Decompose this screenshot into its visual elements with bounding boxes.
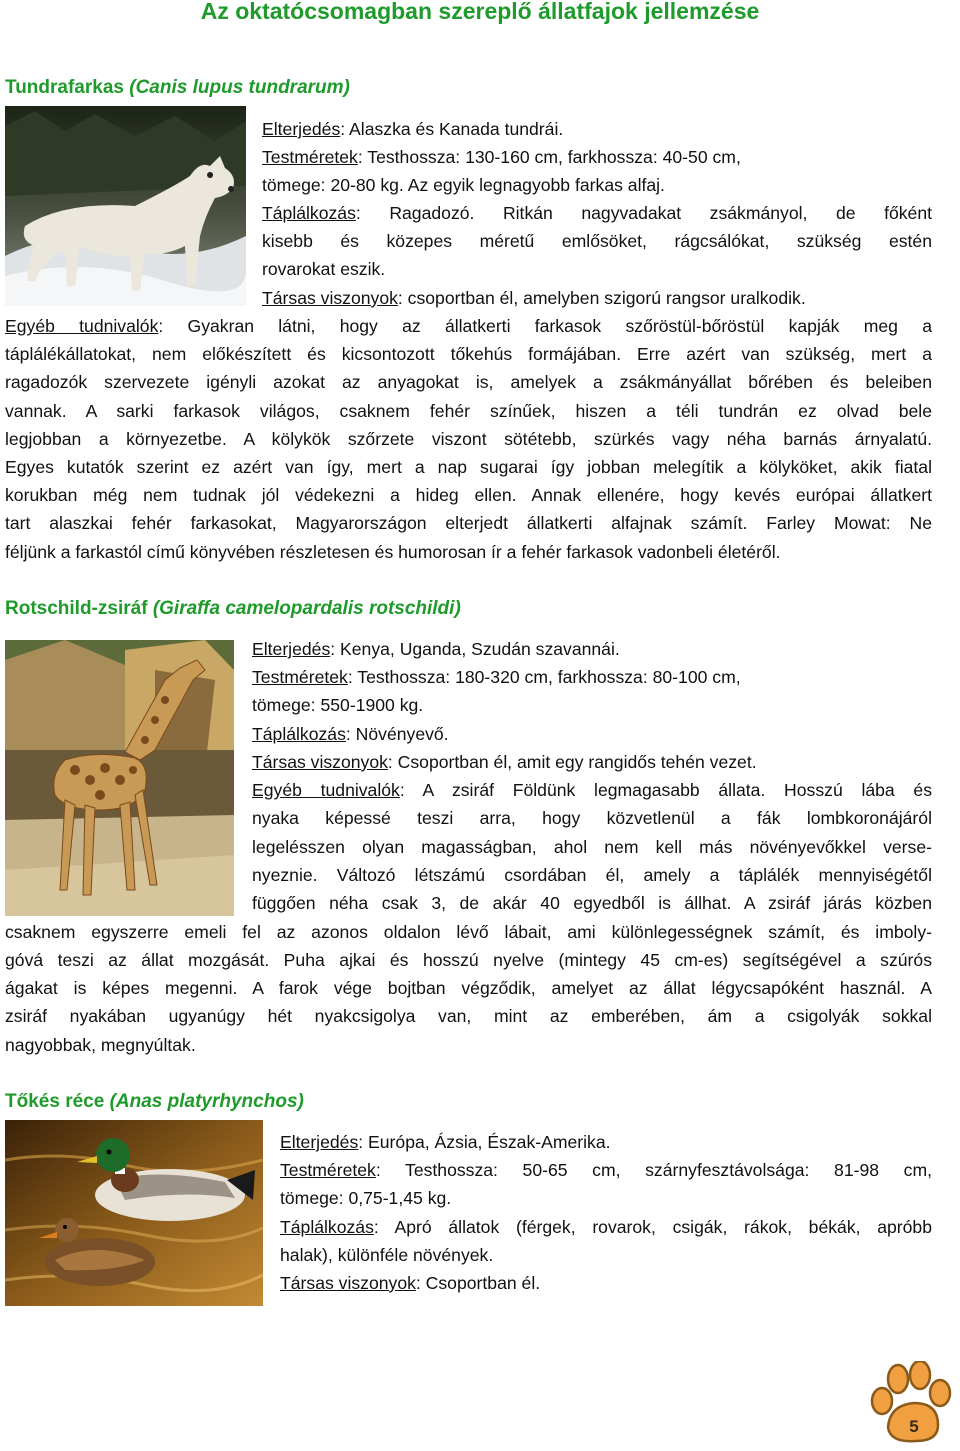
duck-diet (280, 1213, 932, 1241)
duck-social-text: : Csoportban él. (415, 1273, 541, 1293)
wolf-paragraph-line-3: ragadozók szervezete igényli azokat az anyagokat is, amelyek a zsákmányállat bőrében és beleiben (5, 372, 932, 392)
duck-size-text: : Testhossza: 50-65 cm, szárnyfesztávolsága: 81-98 cm, (375, 1160, 932, 1180)
giraffe-distribution-text: : Kenya, Uganda, Szudán szavannái. (330, 639, 620, 659)
duck-scientific-name: (Anas platyrhynchos) (109, 1091, 304, 1112)
giraffe-paragraph-line-10: nagyobbak, megnyúltak. (5, 1035, 196, 1055)
giraffe-photo (5, 640, 234, 916)
giraffe-paragraph-line-9: zsiráf nyakában ugyanúgy hét nyakcsigolya van, mint az emberében, ám a csigolyák sokkal (5, 1006, 932, 1026)
duck-diet-text: : Apró állatok (férgek, rovarok, csigák, rákok, békák, apróbb (373, 1217, 932, 1237)
wolf-common-name: Tundrafarkas (5, 77, 124, 98)
duck-section-heading (5, 1091, 304, 1113)
duck-diet-label: Táplálkozás (280, 1217, 374, 1237)
wolf-paragraph-line-8: tart alaszkai fehér farkasokat, Magyarországon elterjedt állatkerti alfajnak számít. Farley Mowat: Ne (5, 513, 932, 533)
giraffe-size-label: Testméretek (252, 667, 348, 687)
giraffe-diet (252, 720, 449, 748)
duck-common-name: Tőkés réce (5, 1091, 105, 1112)
giraffe-paragraph-line-5: függően néha csak 3, de akár 40 egyedből is állhat. A zsiráf járás közben (252, 893, 932, 913)
arctic-wolf-photo (5, 106, 246, 306)
wolf-size-text: : Testhossza: 130-160 cm, farkhossza: 40-50 cm, (357, 147, 741, 167)
wolf-paragraph-line-7: korukban még nem tudnak jól védekezni a hideg ellen. Annak ellenére, hogy kevés európai állatkert (5, 485, 932, 505)
giraffe-section-heading (5, 598, 461, 620)
giraffe-other-info (252, 776, 932, 804)
giraffe-other-info-text: : A zsiráf Földünk legmagasabb állata. Hosszú lába és (399, 780, 932, 800)
giraffe-other-info-label: Egyéb tudnivalók (252, 780, 400, 800)
wolf-section-heading (5, 77, 350, 99)
giraffe-weight: tömege: 550-1900 kg. (252, 695, 424, 715)
page-number: 5 (909, 1417, 919, 1436)
giraffe-social-label: Társas viszonyok (252, 752, 388, 772)
mallard-photo (5, 1120, 263, 1306)
wolf-paragraph-line-4: vannak. A sarki farkasok világos, csaknem fehér színűek, hiszen a téli tundrán ez olvad bele (5, 401, 932, 421)
giraffe-paragraph-line-7: góvá teszi az állat mozgását. Puha ajkai és hosszú nyelve (mintegy 45 cm-es) segítségével a szúrós (5, 950, 932, 970)
giraffe-size (252, 663, 741, 691)
wolf-paragraph-line-2: táplálékállatokat, nem előkészített és kicsontozott tőkehús formájában. Erre azért van szükség, mert a (5, 344, 932, 364)
giraffe-distribution (252, 635, 620, 663)
giraffe-common-name: Rotschild-zsiráf (5, 598, 148, 619)
wolf-diet (262, 199, 932, 227)
duck-distribution-label: Elterjedés (280, 1132, 359, 1152)
wolf-other-info-label: Egyéb tudnivalók (5, 316, 159, 336)
duck-size-label: Testméretek (280, 1160, 376, 1180)
wolf-distribution-text: : Alaszka és Kanada tundrái. (340, 119, 564, 139)
wolf-social-text: : csoportban él, amelyben szigorú rangsor uralkodik. (397, 288, 806, 308)
wolf-paragraph-line-9: féljünk a farkastól című könyvében részletesen és humorosan ír a fehér farkasok vadonbeli életéről. (5, 542, 781, 562)
wolf-diet-text: : Ragadozó. Ritkán nagyvadakat zsákmányol, de főként (355, 203, 932, 223)
giraffe-scientific-name: (Giraffa camelopardalis rotschildi) (152, 598, 461, 619)
giraffe-diet-text: : Növényevő. (345, 724, 449, 744)
duck-distribution-text: : Európa, Ázsia, Észak-Amerika. (358, 1132, 611, 1152)
giraffe-size-text: : Testhossza: 180-320 cm, farkhossza: 80-100 cm, (347, 667, 741, 687)
giraffe-paragraph-line-8: ágakat is képes megenni. A farok vége bojtban végződik, amelyet az állat légycsapóként használ. A (5, 978, 932, 998)
duck-social-label: Társas viszonyok (280, 1273, 416, 1293)
wolf-paragraph-line-5: legjobban a környezetbe. A kölykök szőrzete viszont sötétebb, szürkés vagy néha barnás árnyalatú. (5, 429, 932, 449)
wolf-size-label: Testméretek (262, 147, 358, 167)
giraffe-distribution-label: Elterjedés (252, 639, 331, 659)
wolf-diet-label: Táplálkozás (262, 203, 356, 223)
giraffe-paragraph-line-6: csaknem egyszerre emeli fel az azonos oldalon lévő lábait, ami különlegességnek számít, és imboly- (5, 922, 932, 942)
wolf-size (262, 143, 741, 171)
giraffe-diet-label: Táplálkozás (252, 724, 346, 744)
duck-diet-line-2: halak), különféle növények. (280, 1245, 494, 1265)
wolf-other-info-text: : Gyakran látni, hogy az állatkerti farkasok szőröstül-bőröstül kapják meg a (158, 316, 932, 336)
wolf-paragraph-line-6: Egyes kutatók szerint ez azért van így, mert a nap sugarai így jobban melegítik a kölyköket, akik fiatal (5, 457, 932, 477)
wolf-distribution-label: Elterjedés (262, 119, 341, 139)
duck-distribution (280, 1128, 611, 1156)
giraffe-paragraph-line-4: nyeznie. Változó létszámú csordában él, amely a táplálék mennyiségétől (252, 865, 932, 885)
giraffe-social (252, 748, 757, 776)
duck-weight: tömege: 0,75-1,45 kg. (280, 1188, 452, 1208)
wolf-weight: tömege: 20-80 kg. Az egyik legnagyobb farkas alfaj. (262, 175, 665, 195)
wolf-distribution (262, 115, 563, 143)
giraffe-paragraph-line-2: nyaka képessé teszi arra, hogy közvetlenül a fák lombkoronájáról (252, 808, 932, 828)
wolf-diet-line-2: kisebb és közepes méretű emlősöket, rágcsálókat, szükség estén (262, 231, 932, 251)
wolf-social (262, 284, 806, 312)
wolf-other-info (5, 312, 932, 340)
duck-social (280, 1269, 540, 1297)
duck-size (280, 1156, 932, 1184)
wolf-scientific-name: (Canis lupus tundrarum) (129, 77, 350, 98)
page-title: Az oktatócsomagban szereplő állatfajok jellemzése (200, 0, 760, 24)
giraffe-social-text: : Csoportban él, amit egy rangidős tehén vezet. (387, 752, 757, 772)
wolf-diet-line-3: rovarokat eszik. (262, 259, 386, 279)
wolf-social-label: Társas viszonyok (262, 288, 398, 308)
giraffe-paragraph-line-3: legelésszen olyan magasságban, ahol nem kell más növényevőkkel verse- (252, 837, 932, 857)
